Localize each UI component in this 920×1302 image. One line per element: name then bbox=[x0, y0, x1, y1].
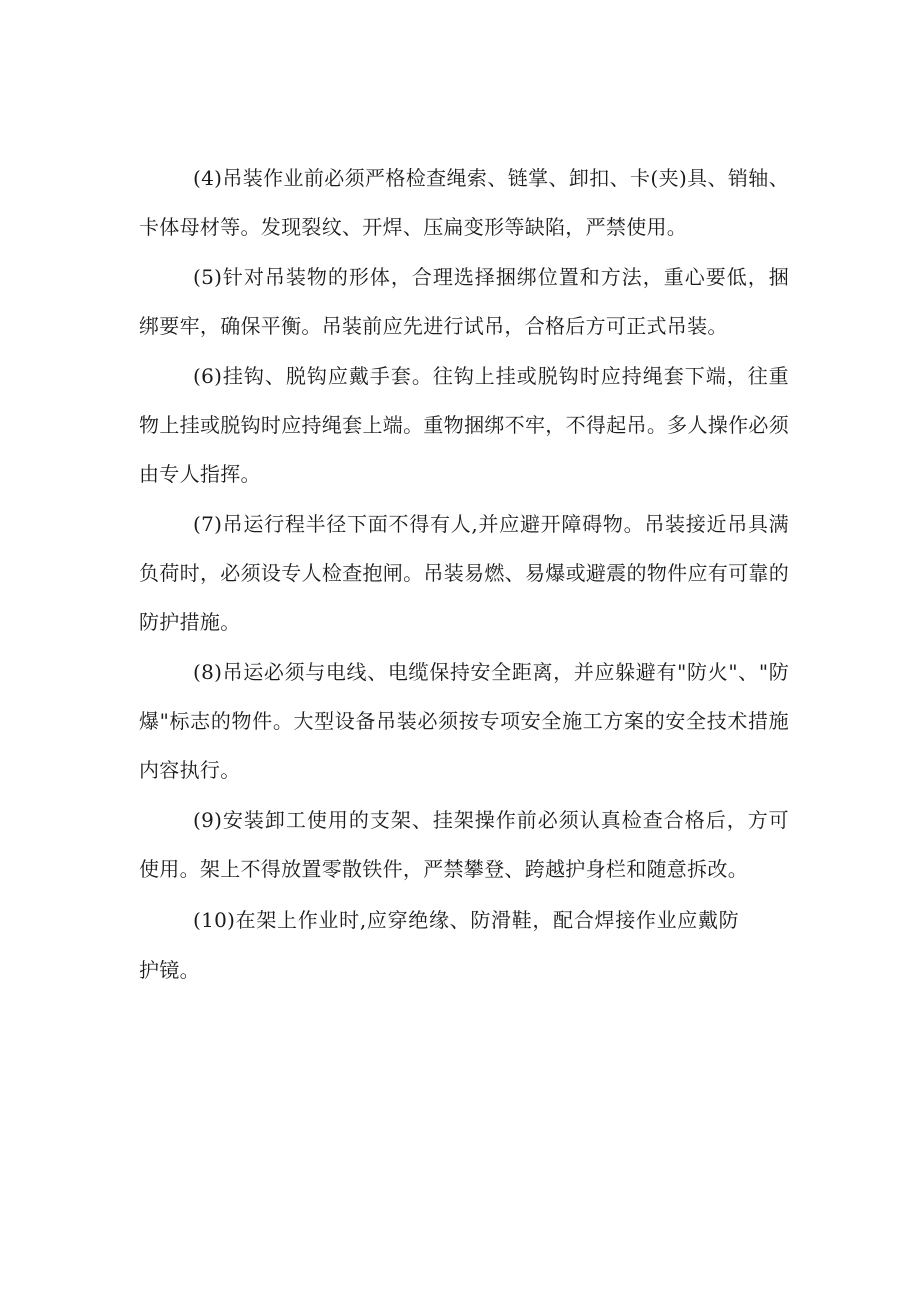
paragraph-item-9: (9)安装卸工使用的支架、挂架操作前必须认真检查合格后，方可使用。架上不得放置零散铁件，严禁攀登、跨越护身栏和随意拆改。 bbox=[139, 807, 789, 881]
document-body bbox=[139, 154, 789, 996]
paragraph-item-6: (6)挂钩、脱钩应戴手套。往钩上挂或脱钩时应持绳套下端，往重物上挂或脱钩时应持绳套上端。重物捆绑不牢，不得起吊。多人操作必须由专人指挥。 bbox=[139, 364, 789, 486]
paragraph-item-8: (8)吊运必须与电线、电缆保持安全距离，并应躲避有"防火"、"防爆"标志的物件。大型设备吊装必须按专项安全施工方案的安全技术措施内容执行。 bbox=[139, 659, 789, 782]
paragraph-item-4: (4)吊装作业前必须严格检查绳索、链掌、卸扣、卡(夹)具、销轴、卡体母材等。发现裂纹、开焊、压扁变形等缺陷，严禁使用。 bbox=[139, 166, 789, 239]
paragraph-item-10: (10)在架上作业时,应穿绝缘、防滑鞋，配合焊接作业应戴防护镜。 bbox=[139, 907, 739, 982]
paragraph-item-5: (5)针对吊装物的形体，合理选择捆绑位置和方法，重心要低，捆绑要牢，确保平衡。吊装前应先进行试吊，合格后方可正式吊装。 bbox=[139, 265, 789, 338]
paragraph-item-7: (7)吊运行程半径下面不得有人,并应避开障碍物。吊装接近吊具满负荷时，必须设专人检查抱闸。吊装易燃、易爆或避震的物件应有可靠的防护措施。 bbox=[139, 512, 789, 634]
